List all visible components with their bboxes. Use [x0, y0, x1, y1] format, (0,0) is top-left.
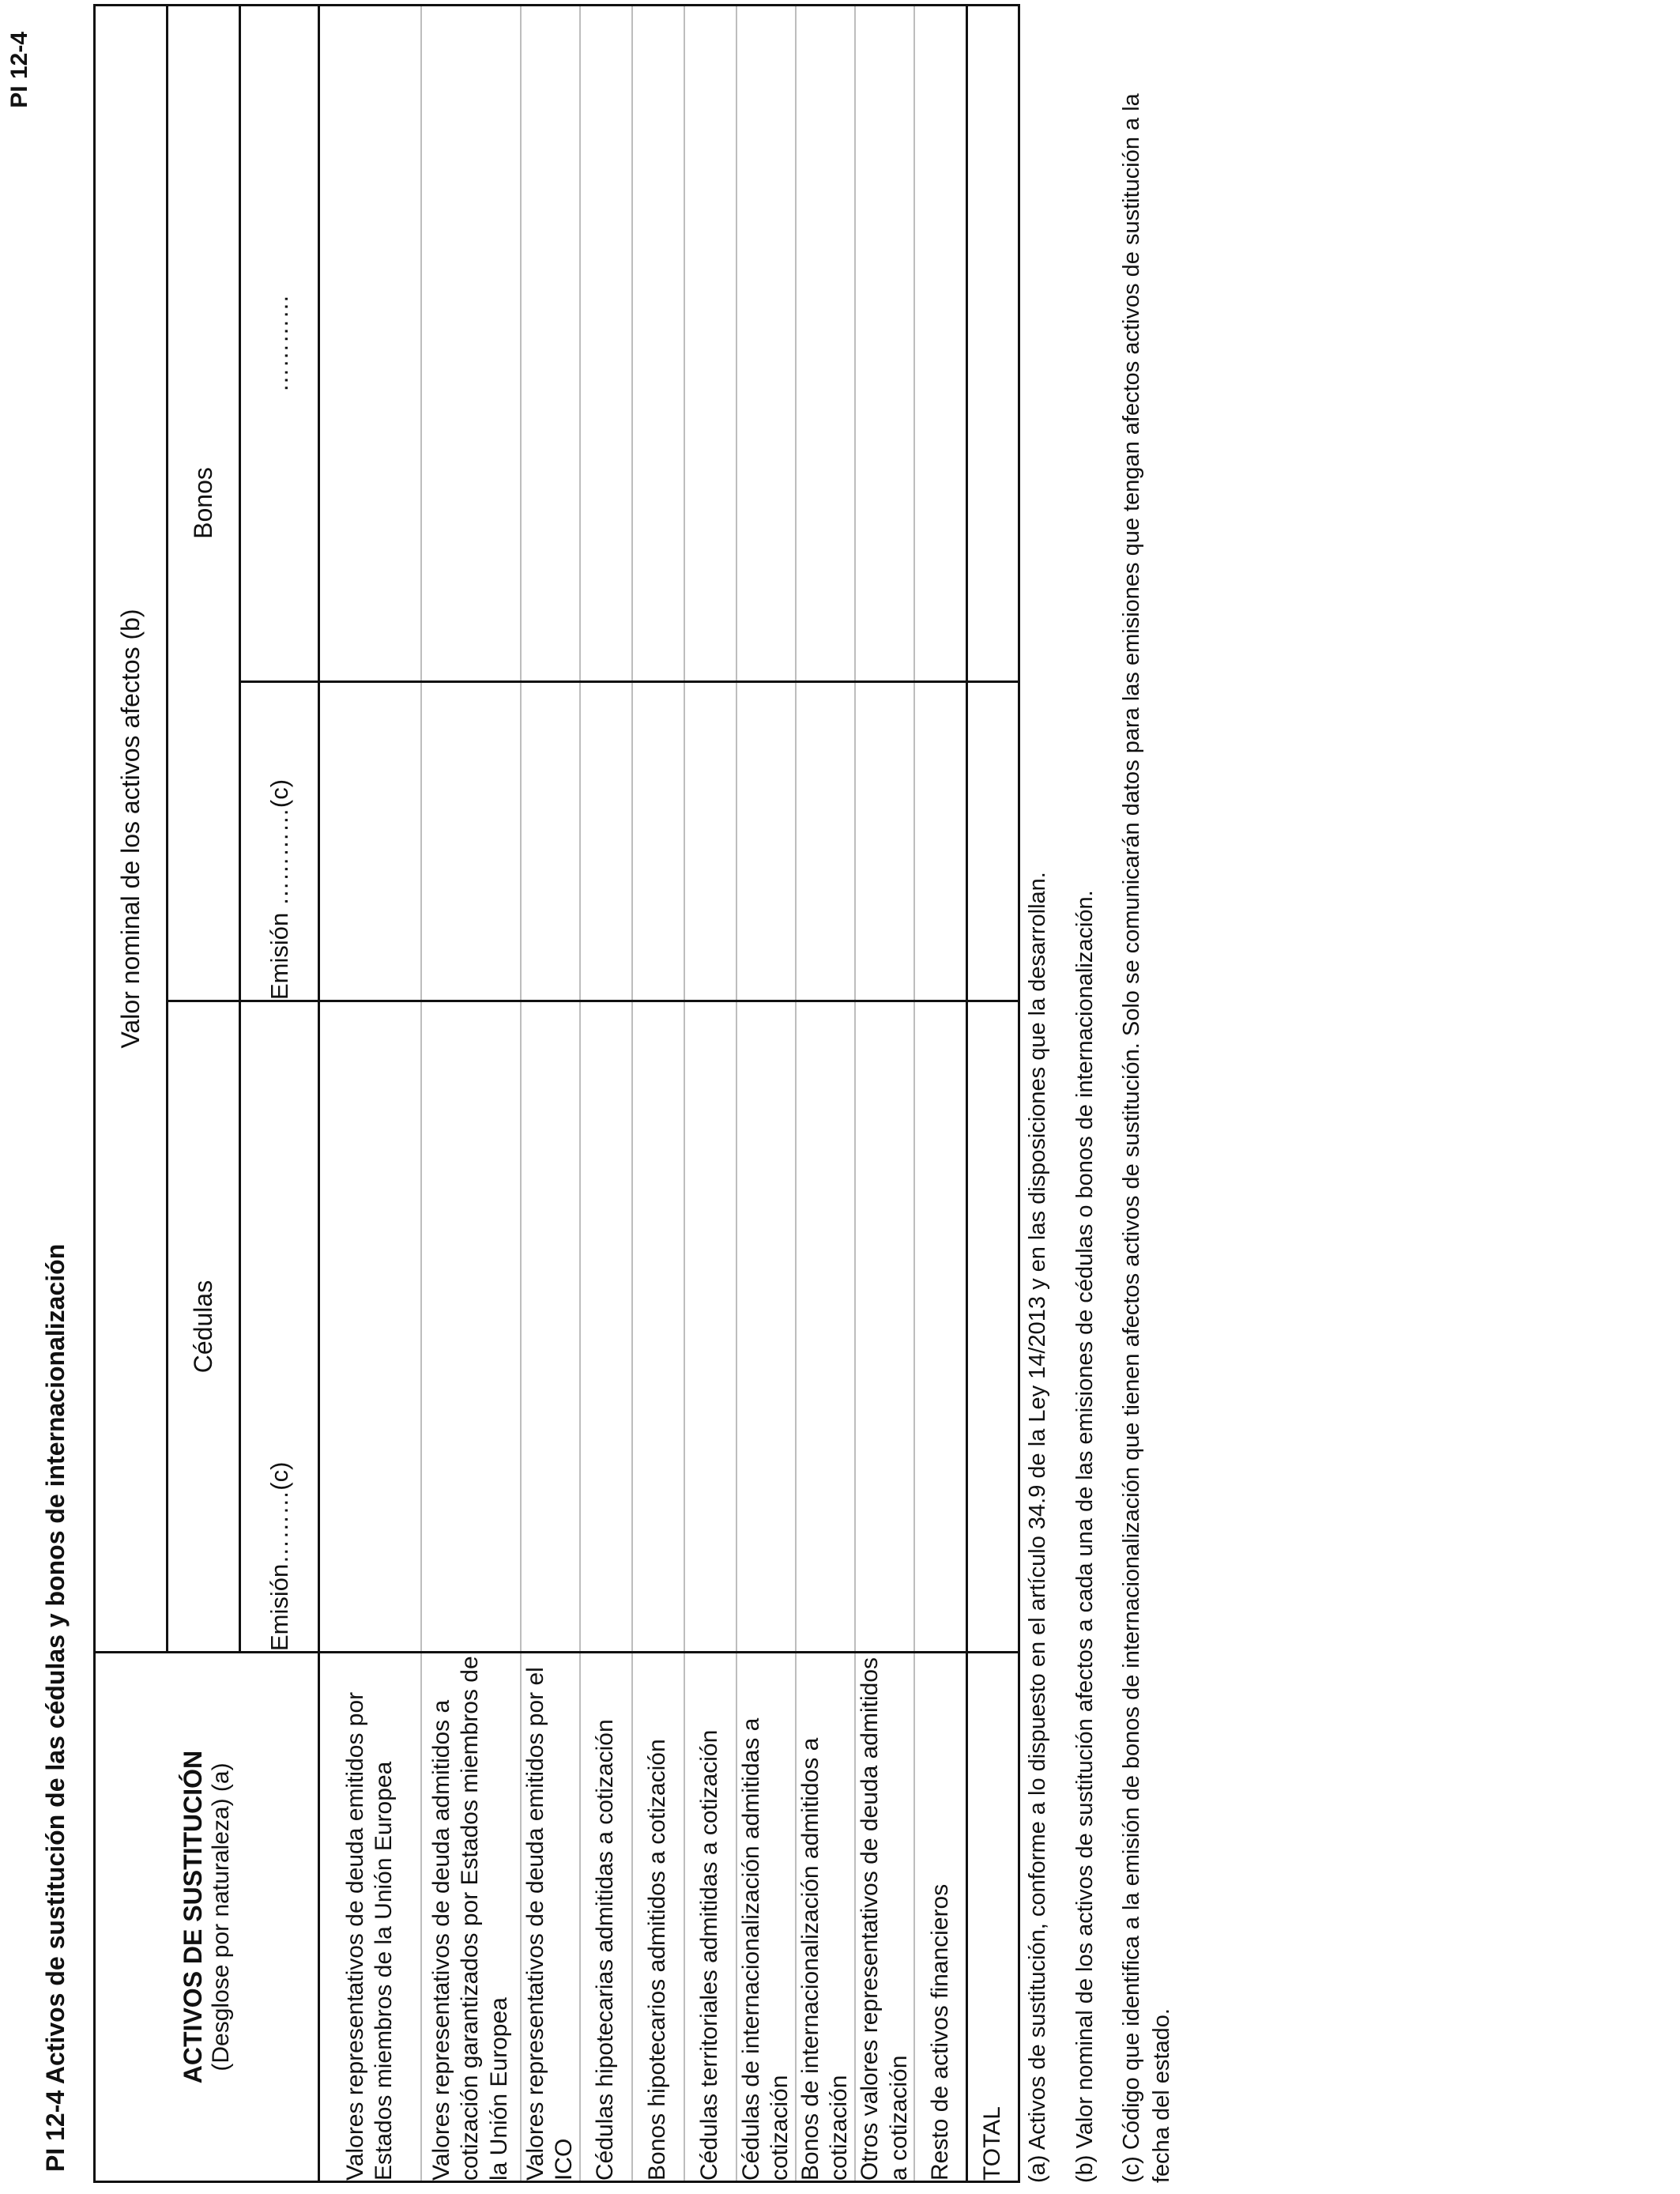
value-cell-more[interactable] — [521, 5, 580, 681]
total-row — [966, 5, 1019, 2181]
value-cell-bonos[interactable] — [580, 682, 632, 1001]
bonos-header: Bonos — [168, 5, 240, 1001]
value-cell-cedulas[interactable] — [855, 1001, 914, 1653]
emision-cedulas-header: Emisión………(c) — [240, 1001, 319, 1653]
value-cell-bonos[interactable] — [521, 682, 580, 1001]
total-label: TOTAL — [966, 1653, 1019, 2182]
value-cell-cedulas[interactable] — [421, 1001, 521, 1653]
value-cell-cedulas[interactable] — [736, 1001, 796, 1653]
emision-bonos-header: Emisión …………(c) — [240, 682, 319, 1001]
total-cell-more[interactable] — [966, 5, 1019, 681]
table-row — [521, 5, 580, 2181]
value-cell-more[interactable] — [580, 5, 632, 681]
value-cell-bonos[interactable] — [319, 682, 421, 1001]
row-label: Bonos hipotecarios admitidos a cotización — [632, 1653, 684, 2182]
page-title: PI 12-4 Activos de sustitución de las cédulas y bonos de internacionalización — [41, 1243, 70, 2172]
table-row — [914, 5, 966, 2181]
row-label: Resto de activos financieros — [914, 1653, 966, 2182]
value-cell-more[interactable] — [855, 5, 914, 681]
value-cell-more[interactable] — [684, 5, 736, 681]
total-cell-bonos[interactable] — [966, 682, 1019, 1001]
value-cell-cedulas[interactable] — [319, 1001, 421, 1653]
value-cell-cedulas[interactable] — [632, 1001, 684, 1653]
row-label: Valores representativos de deuda emitidos por Estados miembros de la Unión Europea — [319, 1653, 421, 2182]
cedulas-header: Cédulas — [168, 1001, 240, 1653]
table-row — [632, 5, 684, 2181]
value-cell-bonos[interactable] — [736, 682, 796, 1001]
footnotes — [1023, 65, 1195, 2183]
value-cell-cedulas[interactable] — [580, 1001, 632, 1653]
activos-header-cell — [95, 1653, 319, 2182]
value-cell-bonos[interactable] — [684, 682, 736, 1001]
row-label: Cédulas hipotecarias admitidas a cotización — [580, 1653, 632, 2182]
total-cell-cedulas[interactable] — [966, 1001, 1019, 1653]
value-cell-more[interactable] — [421, 5, 521, 681]
value-cell-bonos[interactable] — [855, 682, 914, 1001]
value-cell-cedulas[interactable] — [684, 1001, 736, 1653]
row-label: Valores representativos de deuda admitidos a cotización garantizados por Estados miembros de la Unión Europea — [421, 1653, 521, 2182]
table-row — [319, 5, 421, 2181]
table-row — [796, 5, 855, 2181]
row-label: Cédulas territoriales admitidas a cotización — [684, 1653, 736, 2182]
value-cell-bonos[interactable] — [914, 682, 966, 1001]
valor-nominal-header: Valor nominal de los activos afectos (b) — [95, 5, 168, 1652]
footnote-a: (a) Activos de sustitución, conforme a lo dispuesto en el artículo 34.9 de la Ley 14/2013 y en las disposiciones que la desarrollan. — [1025, 872, 1050, 2183]
substitution-assets-table — [93, 4, 1020, 2183]
value-cell-cedulas[interactable] — [521, 1001, 580, 1653]
value-cell-more[interactable] — [319, 5, 421, 681]
value-cell-cedulas[interactable] — [796, 1001, 855, 1653]
row-label: Valores representativos de deuda emitidos por el ICO — [521, 1653, 580, 2182]
activos-header: ACTIVOS DE SUSTITUCIÓN — [179, 1750, 207, 2084]
value-cell-more[interactable] — [632, 5, 684, 681]
value-cell-more[interactable] — [736, 5, 796, 681]
value-cell-bonos[interactable] — [421, 682, 521, 1001]
row-label: Otros valores representativos de deuda admitidos a cotización — [855, 1653, 914, 2182]
table-row — [684, 5, 736, 2181]
activos-subheader: (Desglose por naturaleza) (a) — [208, 1762, 234, 2071]
row-label: Cédulas de internacionalización admitidas a cotización — [736, 1653, 796, 2182]
table-row — [580, 5, 632, 2181]
value-cell-bonos[interactable] — [632, 682, 684, 1001]
value-cell-cedulas[interactable] — [914, 1001, 966, 1653]
value-cell-more[interactable] — [796, 5, 855, 681]
table-row — [421, 5, 521, 2181]
table-row — [736, 5, 796, 2181]
more-emissions-placeholder: ………… — [240, 5, 319, 681]
table-row — [855, 5, 914, 2181]
row-label: Bonos de internacionalización admitidos a cotización — [796, 1653, 855, 2182]
footnote-c: (c) Código que identifica a la emisión de bonos de internacionalización que tienen afectos activos de sustitución. Solo se comunicarán datos para las emisiones que tengan afectos activos de sustitución a la fecha del estado. — [1119, 93, 1175, 2183]
footnote-b: (b) Valor nominal de los activos de sustitución afectos a cada una de las emisiones de cédulas o bonos de internacionalización. — [1072, 890, 1098, 2183]
page-code: PI 12-4 — [6, 32, 32, 108]
value-cell-bonos[interactable] — [796, 682, 855, 1001]
value-cell-more[interactable] — [914, 5, 966, 681]
